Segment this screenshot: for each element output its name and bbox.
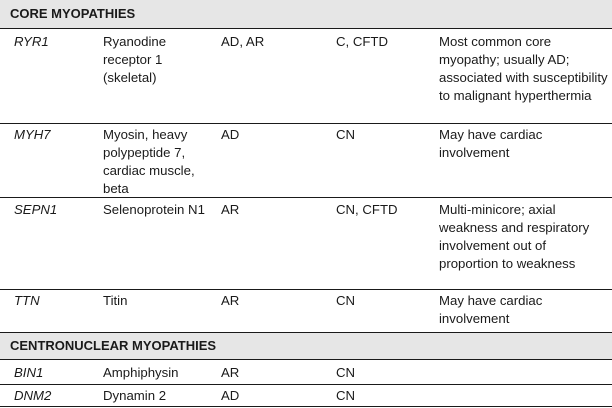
- table-row: [0, 387, 612, 405]
- table-row: [0, 33, 612, 123]
- notes-cell: May have cardiac involvement: [439, 293, 543, 326]
- phenotype-cell: CN: [336, 388, 356, 403]
- protein-cell: Titin: [103, 293, 128, 308]
- divider: [0, 406, 612, 407]
- inheritance-cell: AD, AR: [221, 34, 265, 49]
- table-row: [0, 201, 612, 289]
- divider: [0, 289, 612, 290]
- notes-cell: Multi-minicore; axial weakness and respiratory involvement out of proportion to weakness: [439, 202, 590, 271]
- table-row: [0, 364, 612, 382]
- section-heading-centronuclear: CENTRONUCLEAR MYOPATHIES: [0, 333, 612, 359]
- notes-cell: Most common core myopathy; usually AD; associated with susceptibility to malignant hyperthermia: [439, 34, 608, 103]
- inheritance-cell: AR: [221, 365, 240, 380]
- protein-cell: Ryanodine receptor 1 (skeletal): [103, 34, 167, 85]
- notes-cell: May have cardiac involvement: [439, 127, 543, 160]
- inheritance-cell: AR: [221, 202, 240, 217]
- phenotype-cell: CN: [336, 127, 356, 142]
- phenotype-cell: C, CFTD: [336, 34, 389, 49]
- divider: [0, 384, 612, 385]
- gene-cell: DNM2: [14, 388, 52, 403]
- gene-cell: BIN1: [14, 365, 44, 380]
- inheritance-cell: AR: [221, 293, 240, 308]
- table-row: [0, 292, 612, 330]
- divider: [0, 28, 612, 29]
- divider: [0, 197, 612, 198]
- protein-cell: Selenoprotein N1: [103, 202, 205, 217]
- inheritance-cell: AD: [221, 127, 240, 142]
- protein-cell: Myosin, heavy polypeptide 7, cardiac muscle, beta: [103, 127, 195, 196]
- gene-cell: RYR1: [14, 34, 49, 49]
- table-row: [0, 126, 612, 196]
- inheritance-cell: AD: [221, 388, 240, 403]
- protein-cell: Amphiphysin: [103, 365, 179, 380]
- gene-cell: SEPN1: [14, 202, 58, 217]
- gene-cell: TTN: [14, 293, 40, 308]
- phenotype-cell: CN: [336, 365, 356, 380]
- gene-cell: MYH7: [14, 127, 51, 142]
- section-heading-core: CORE MYOPATHIES: [0, 0, 612, 28]
- divider: [0, 359, 612, 360]
- phenotype-cell: CN: [336, 293, 356, 308]
- protein-cell: Dynamin 2: [103, 388, 167, 403]
- divider: [0, 123, 612, 124]
- phenotype-cell: CN, CFTD: [336, 202, 398, 217]
